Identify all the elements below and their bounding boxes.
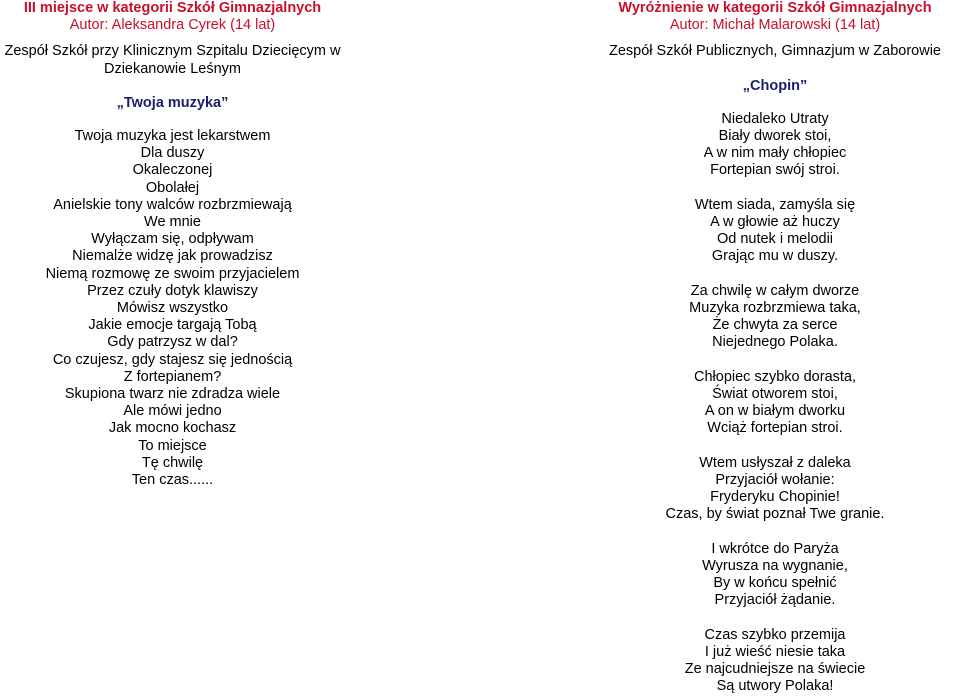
poem-line: By w końcu spełnić bbox=[713, 575, 837, 592]
left-school bbox=[0, 43, 345, 77]
poem-line: We mnie bbox=[144, 214, 201, 231]
poem-line: Okaleczonej bbox=[132, 162, 213, 179]
poem-line: Fortepian swój stroi. bbox=[710, 162, 840, 179]
left-poem-title: „Twoja muzyka” bbox=[116, 94, 229, 111]
left-poem-column bbox=[0, 0, 345, 489]
poem-line: I już wieść niesie taka bbox=[704, 644, 846, 661]
poem-line: Wyrusza na wygnanie, bbox=[702, 558, 848, 575]
poem-stanza bbox=[590, 283, 960, 352]
poem-line: Obolałej bbox=[145, 179, 200, 196]
poem-line: A w głowie aż huczy bbox=[710, 214, 840, 231]
right-category-heading: Wyróżnienie w kategorii Szkół Gimnazjalnych bbox=[618, 0, 932, 16]
poem-line: A on w białym dworku bbox=[704, 403, 846, 420]
poem-line: Anielskie tony walców rozbrzmiewają bbox=[53, 196, 292, 213]
poem-stanza bbox=[590, 197, 960, 266]
poem-line: Niedaleko Utraty bbox=[721, 110, 829, 127]
poem-line: Dla duszy bbox=[140, 145, 205, 162]
poem-line: Tę chwilę bbox=[141, 454, 204, 471]
poem-line: I wkrótce do Paryża bbox=[711, 540, 839, 557]
left-category-heading: III miejsce w kategorii Szkół Gimnazjalnych bbox=[23, 0, 322, 16]
poem-line: Że chwyta za serce bbox=[712, 317, 838, 334]
poem-line: Grając mu w duszy. bbox=[711, 248, 839, 265]
poem-line: To miejsce bbox=[138, 437, 207, 454]
poem-line: Biały dworek stoi, bbox=[718, 128, 832, 145]
poem-line: Czas szybko przemija bbox=[704, 626, 846, 643]
right-author: Autor: Michał Malarowski (14 lat) bbox=[669, 17, 881, 34]
poem-line: Jak mocno kochasz bbox=[108, 420, 237, 437]
poem-line: Ten czas...... bbox=[131, 472, 214, 489]
poem-line: Muzyka rozbrzmiewa taka, bbox=[689, 300, 861, 317]
right-poem-column bbox=[590, 0, 960, 696]
poem-line: Fryderyku Chopinie! bbox=[710, 489, 840, 506]
poem-stanza bbox=[590, 455, 960, 524]
left-school-line: Zespół Szkół przy Klinicznym Szpitalu Dziecięcym w bbox=[4, 43, 341, 60]
poem-line: A w nim mały chłopiec bbox=[703, 145, 847, 162]
poem-line: Od nutek i melodii bbox=[716, 231, 834, 248]
poem-stanza bbox=[590, 541, 960, 610]
poem-line: Mówisz wszystko bbox=[116, 300, 229, 317]
poem-line: Ze najcudniejsze na świecie bbox=[684, 661, 866, 678]
right-school-line: Zespół Szkół Publicznych, Gimnazjum w Zaborowie bbox=[608, 43, 941, 60]
poem-line: Świat otworem stoi, bbox=[712, 386, 838, 403]
left-author: Autor: Aleksandra Cyrek (14 lat) bbox=[69, 17, 276, 34]
right-school bbox=[590, 43, 960, 60]
poem-line: Niemalże widzę jak prowadzisz bbox=[72, 248, 273, 265]
poem-line: Przyjaciół żądanie. bbox=[714, 592, 836, 609]
poem-line: Skupiona twarz nie zdradza wiele bbox=[64, 386, 281, 403]
poem-line: Wciąż fortepian stroi. bbox=[707, 420, 843, 437]
poem-line: Ale mówi jedno bbox=[123, 403, 222, 420]
poem-line: Niemą rozmowę ze swoim przyjacielem bbox=[45, 265, 300, 282]
poem-line: Wtem usłyszał z daleka bbox=[699, 454, 851, 471]
poem-line: Jakie emocje targają Tobą bbox=[88, 317, 257, 334]
right-poem-body bbox=[590, 111, 960, 696]
poem-line: Przyjaciół wołanie: bbox=[715, 472, 835, 489]
right-poem-title: „Chopin” bbox=[742, 77, 808, 94]
left-school-line: Dziekanowie Leśnym bbox=[103, 60, 241, 77]
poem-line: Przez czuły dotyk klawiszy bbox=[87, 282, 258, 299]
poem-line: Za chwilę w całym dworze bbox=[690, 282, 860, 299]
left-poem-body bbox=[0, 128, 345, 489]
poem-stanza bbox=[590, 111, 960, 180]
poem-stanza bbox=[590, 369, 960, 438]
poem-line: Wyłączam się, odpływam bbox=[91, 231, 254, 248]
poem-line: Z fortepianem? bbox=[123, 368, 222, 385]
poem-line: Czas, by świat poznał Twe granie. bbox=[665, 506, 885, 523]
poem-line: Co czujesz, gdy stajesz się jednością bbox=[52, 351, 293, 368]
poem-stanza bbox=[590, 627, 960, 696]
poem-line: Wtem siada, zamyśla się bbox=[694, 196, 856, 213]
poem-line: Niejednego Polaka. bbox=[712, 334, 838, 351]
poem-line: Są utwory Polaka! bbox=[716, 678, 834, 695]
poem-line: Twoja muzyka jest lekarstwem bbox=[74, 128, 271, 145]
poem-line: Chłopiec szybko dorasta, bbox=[694, 368, 856, 385]
poem-line: Gdy patrzysz w dal? bbox=[107, 334, 238, 351]
